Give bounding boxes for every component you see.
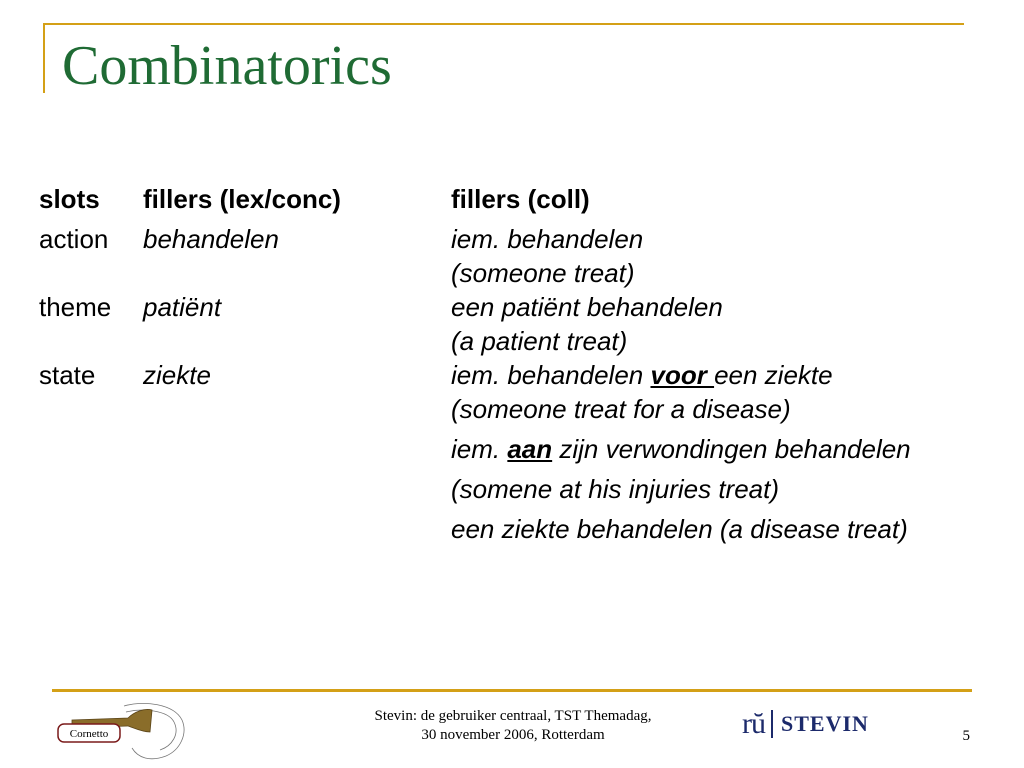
slot-cell: state <box>39 360 96 390</box>
cornetto-logo <box>54 698 194 764</box>
cornetto-logo-text: Cornetto <box>69 728 109 740</box>
lex-cell: patiënt <box>143 292 222 322</box>
preposition-keyword: aan <box>507 434 553 464</box>
preposition-keyword: voor <box>650 360 715 390</box>
header-fillers-coll: fillers (coll) <box>451 184 590 214</box>
lex-cell: ziekte <box>143 360 211 390</box>
coll-text: iem. <box>451 434 508 464</box>
coll-text: zijn verwondingen behandelen <box>552 434 911 464</box>
slot-cell: action <box>39 224 109 254</box>
frame-left-rule <box>43 23 45 93</box>
coll-gloss: (someone treat) <box>451 258 635 288</box>
table-row <box>34 290 1011 358</box>
coll-text: iem. behandelen <box>451 360 651 390</box>
coll-text: een ziekte <box>714 360 833 390</box>
coll-gloss: (a patient treat) <box>451 326 628 356</box>
slide-title: Combinatorics <box>62 35 392 97</box>
coll-gloss: (somene at his injuries treat) <box>451 474 780 504</box>
coll-cell <box>451 358 1011 546</box>
coll-line: een ziekte behandelen (a disease treat) <box>451 514 908 544</box>
table-header-row <box>34 182 1011 222</box>
footer-rule <box>52 689 972 692</box>
combinatorics-table <box>34 182 1011 546</box>
footer-caption <box>340 707 686 745</box>
ru-stevin-logo <box>742 708 869 740</box>
slot-cell: theme <box>39 292 112 322</box>
frame-top-rule <box>43 23 964 25</box>
coll-gloss: (someone treat for a disease) <box>451 394 791 424</box>
header-fillers-lex: fillers (lex/conc) <box>143 184 341 214</box>
coll-line <box>451 358 1011 392</box>
footer-line-2: 30 november 2006, Rotterdam <box>421 727 605 743</box>
logo-divider <box>771 710 773 738</box>
ru-logo-mark: rŭ <box>742 707 765 740</box>
coll-line: iem. behandelen <box>451 224 644 254</box>
footer-line-1: Stevin: de gebruiker centraal, TST Themadag, <box>374 708 652 724</box>
page-number: 5 <box>962 728 970 744</box>
coll-cell <box>451 222 1011 290</box>
header-slots: slots <box>39 184 100 214</box>
table-row <box>34 222 1011 290</box>
lex-cell: behandelen <box>143 224 279 254</box>
coll-line: een patiënt behandelen <box>451 292 723 322</box>
coll-cell <box>451 290 1011 358</box>
stevin-logo-text: STEVIN <box>781 711 869 736</box>
coll-line <box>451 432 1011 466</box>
table-row <box>34 358 1011 546</box>
